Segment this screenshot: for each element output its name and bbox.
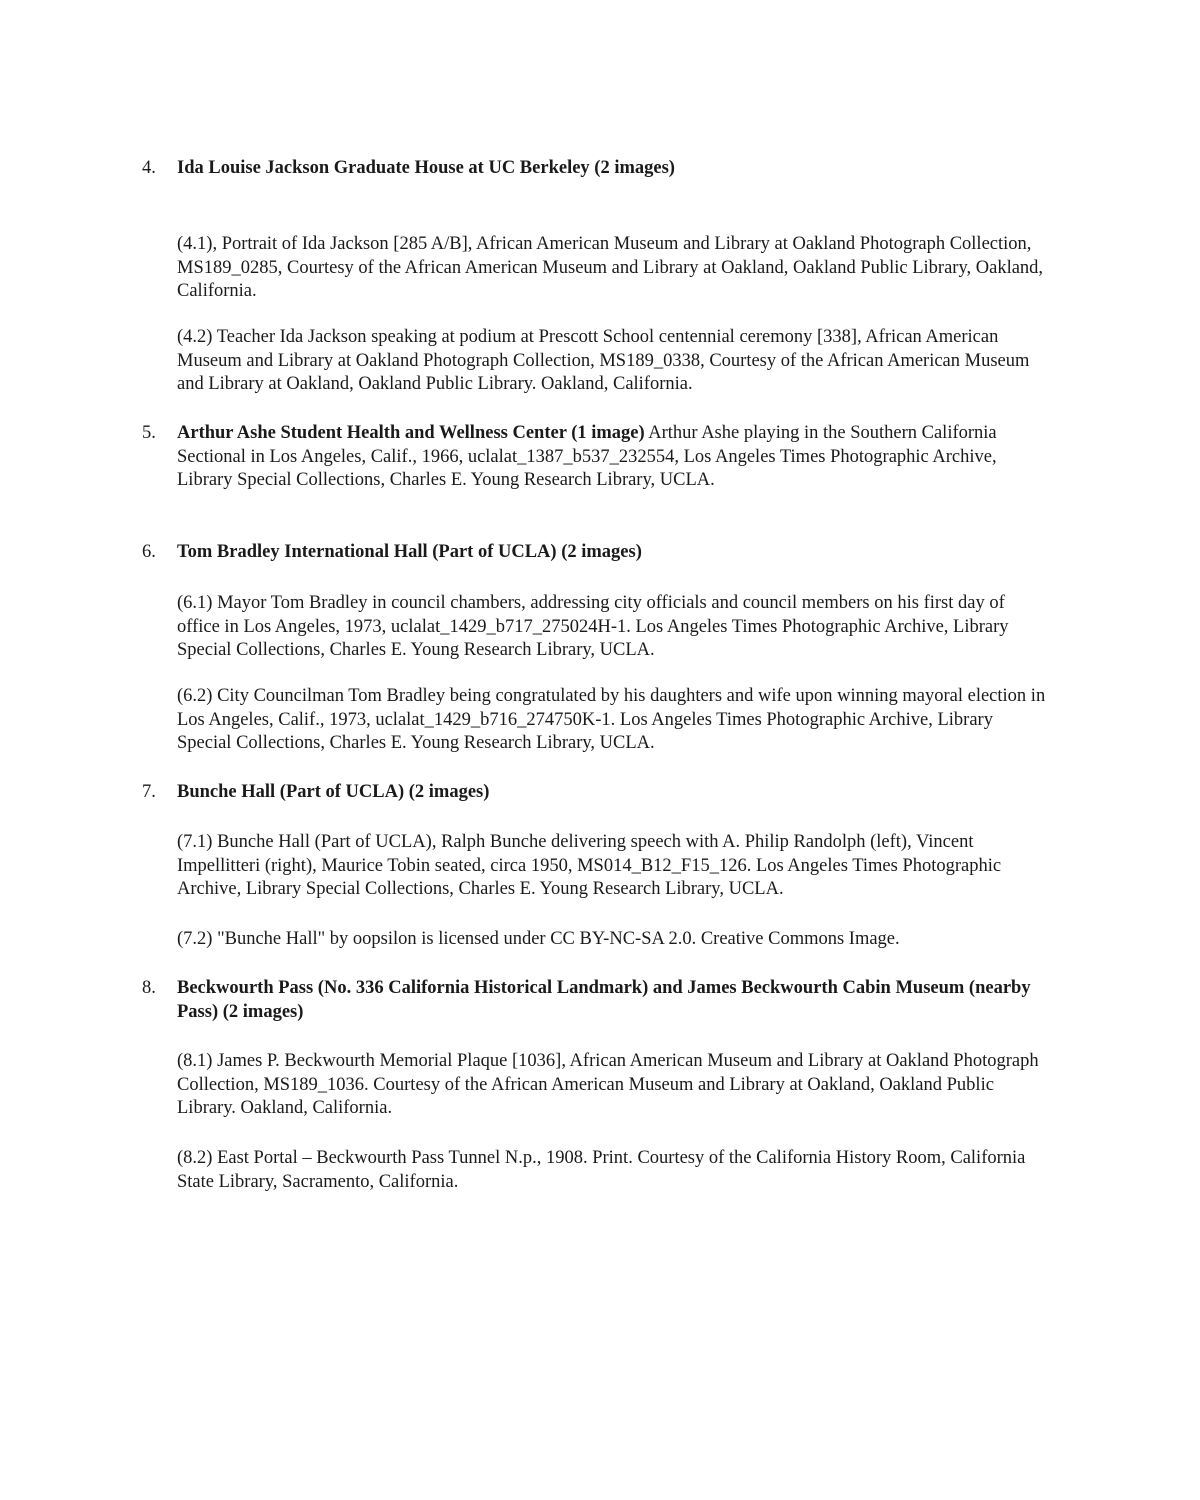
item-heading: Tom Bradley International Hall (Part of UCLA) (2 images) xyxy=(177,542,642,562)
inline-credit: Arthur Ashe playing in the Southern California Sectional in Los Angeles, Calif., 1966, uclalat_1387_b537_232554, Los Angeles Times Photographic Archive, Library Special Collections, Charles E. Young Research Library, UCLA. xyxy=(177,423,997,490)
item-heading: Beckwourth Pass (No. 336 California Historical Landmark) and James Beckwourth Cabin Museum (nearby Pass) (2 images) xyxy=(177,978,1031,1022)
credit-paragraph: (8.1) James P. Beckwourth Memorial Plaque [1036], African American Museum and Library at Oakland Photograph Collection, MS189_1036. Courtesy of the African American Museum and Library at Oakland, Oakland Public Library. Oakland, California. xyxy=(177,1051,1039,1118)
item-heading: Ida Louise Jackson Graduate House at UC Berkeley (2 images) xyxy=(177,158,675,178)
item-number: 5. xyxy=(142,423,156,443)
credit-paragraph: (6.2) City Councilman Tom Bradley being congratulated by his daughters and wife upon winning mayoral election in Los Angeles, Calif., 1973, uclalat_1429_b716_274750K-1. Los Angeles Times Photographic Archive, Library Special Collections, Charles E. Young Research Library, UCLA. xyxy=(177,686,1046,753)
credit-paragraph: (8.2) East Portal – Beckwourth Pass Tunnel N.p., 1908. Print. Courtesy of the California History Room, California State Library, Sacramento, California. xyxy=(177,1148,1026,1192)
credit-paragraph: (6.1) Mayor Tom Bradley in council chambers, addressing city officials and council members on his first day of office in Los Angeles, 1973, uclalat_1429_b717_275024H-1. Los Angeles Times Photographic Archive, Library Special Collections, Charles E. Young Research Library, UCLA. xyxy=(177,593,1009,660)
item-number: 7. xyxy=(142,782,156,802)
credit-paragraph: (4.1), Portrait of Ida Jackson [285 A/B], African American Museum and Library at Oakland Photograph Collection, MS189_0285, Courtesy of the African American Museum and Library at Oakland, Oakland Public Library, Oakland, California. xyxy=(177,234,1044,301)
credit-paragraph: (4.2) Teacher Ida Jackson speaking at podium at Prescott School centennial ceremony [338], African American Museum and Library at Oakland Photograph Collection, MS189_0338, Courtesy of the African American Museum and Library at Oakland, Oakland Public Library. Oakland, California. xyxy=(177,327,1030,394)
item-number: 4. xyxy=(142,158,156,178)
item-number: 6. xyxy=(142,542,156,562)
item-heading: Bunche Hall (Part of UCLA) (2 images) xyxy=(177,782,490,802)
item-number: 8. xyxy=(142,978,156,998)
credit-paragraph: (7.1) Bunche Hall (Part of UCLA), Ralph Bunche delivering speech with A. Philip Randolph (left), Vincent Impellitteri (right), Maurice Tobin seated, circa 1950, MS014_B12_F15_126. Los Angeles Times Photographic Archive, Library Special Collections, Charles E. Young Research Library, UCLA. xyxy=(177,832,1002,899)
item-heading: Arthur Ashe Student Health and Wellness Center (1 image) xyxy=(177,423,645,443)
credit-paragraph: (7.2) "Bunche Hall" by oopsilon is licensed under CC BY-NC-SA 2.0. Creative Commons Image. xyxy=(177,929,900,949)
credit-paragraph xyxy=(177,422,1047,493)
